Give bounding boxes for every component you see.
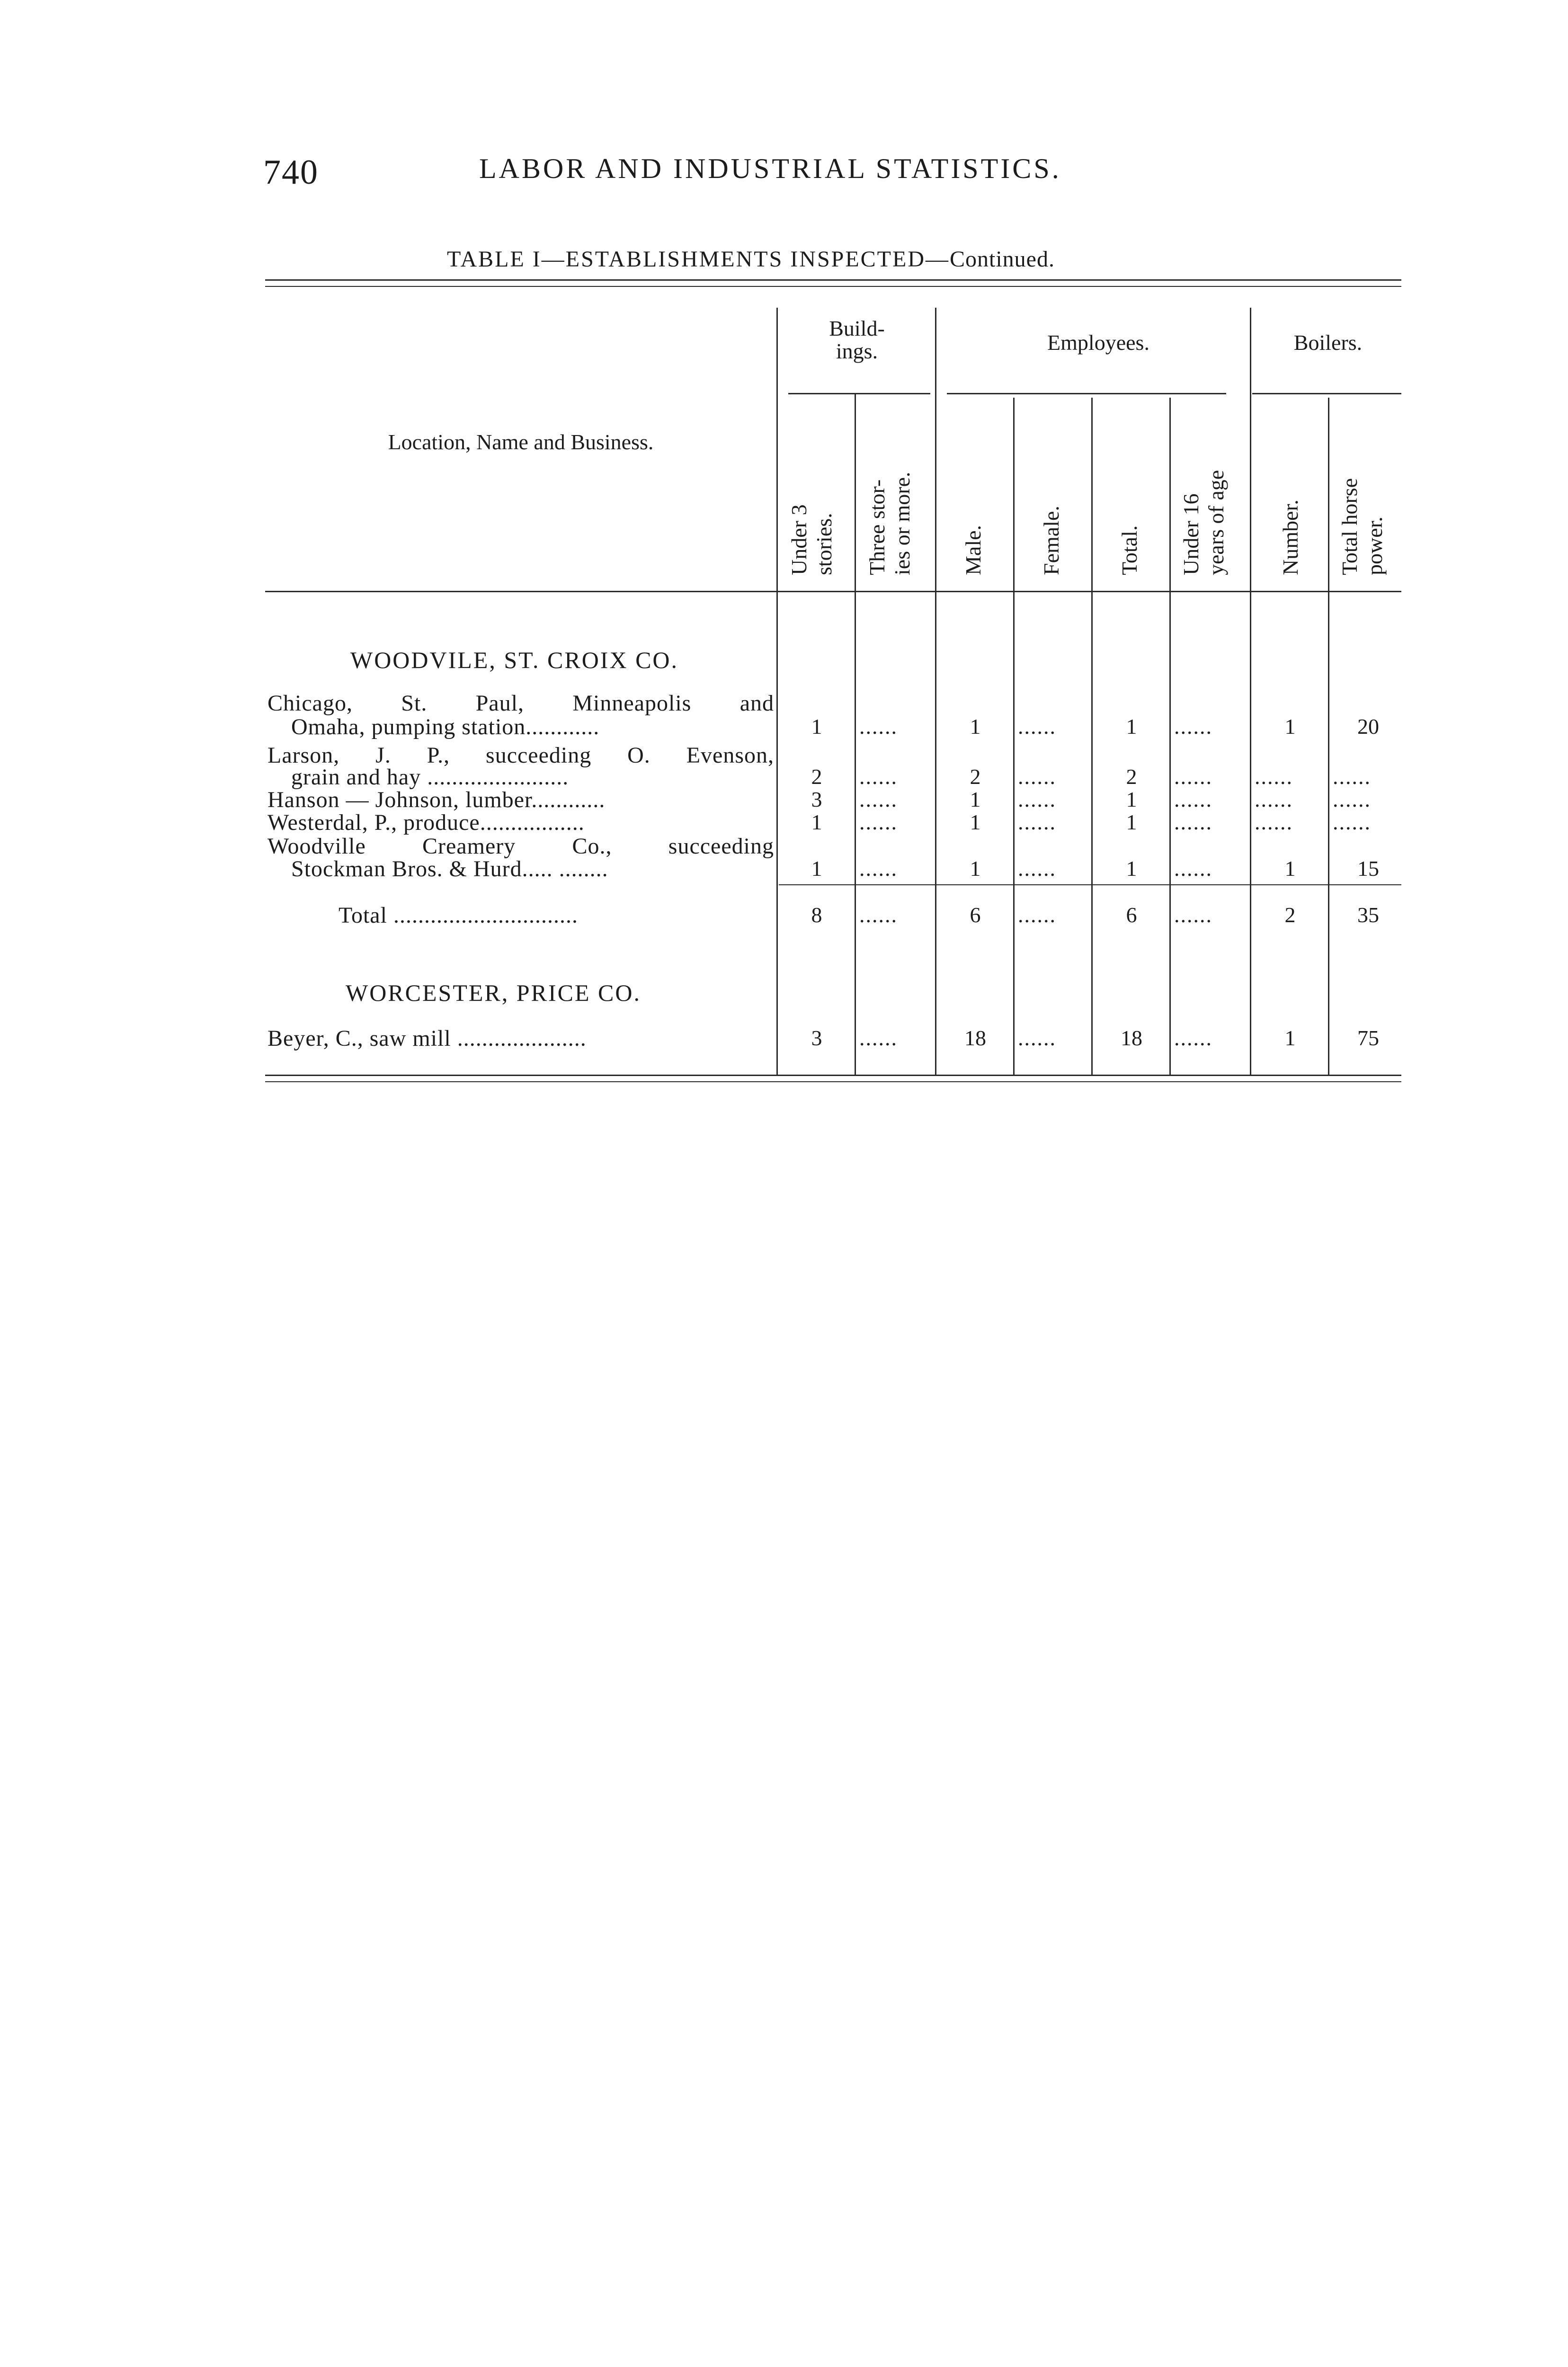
empty-cell-dots: ...... bbox=[1174, 766, 1212, 788]
empty-cell-dots: ...... bbox=[859, 858, 898, 880]
empty-cell-dots: ...... bbox=[1018, 858, 1056, 880]
col-rule-buildings bbox=[935, 308, 936, 1075]
leader-dots: ..................... bbox=[451, 1026, 587, 1051]
leader-dots: .............................. bbox=[387, 903, 578, 928]
cell-boiler-number: 1 bbox=[1284, 856, 1296, 881]
employees-group-header: Employees. bbox=[1047, 330, 1149, 355]
cell-total: 1 bbox=[1126, 856, 1137, 881]
empty-cell-dots: ...... bbox=[1018, 811, 1056, 833]
total-label: Total bbox=[339, 903, 387, 928]
total-row-label bbox=[339, 904, 578, 927]
empty-cell-dots: ...... bbox=[1174, 858, 1212, 880]
total-total: 6 bbox=[1126, 903, 1137, 927]
buildings-group-rule bbox=[788, 393, 930, 394]
empty-cell-dots: ...... bbox=[859, 904, 898, 926]
cell-under-3: 3 bbox=[811, 787, 822, 811]
row-name-cont bbox=[291, 716, 599, 739]
cell-total: 2 bbox=[1126, 765, 1137, 789]
page-number: 740 bbox=[263, 153, 319, 192]
leader-dots: ....................... bbox=[421, 765, 569, 790]
total-boiler-number: 2 bbox=[1284, 903, 1296, 927]
cell-male: 1 bbox=[970, 810, 981, 834]
empty-cell-dots: ...... bbox=[1333, 766, 1371, 788]
row-name-text: Westerdal, P., produce bbox=[267, 810, 480, 835]
col-rule-total bbox=[1169, 398, 1171, 1075]
row-name-text: Stockman Bros. & Hurd bbox=[291, 856, 522, 881]
col-header-horse-power: Total horse power. bbox=[1337, 478, 1387, 575]
header-bottom-rule bbox=[265, 591, 1401, 592]
row-name-text: Omaha, pumping station bbox=[291, 714, 526, 739]
row-name-cont bbox=[291, 766, 569, 789]
col-rule-female bbox=[1091, 398, 1093, 1075]
cell-under-3: 1 bbox=[811, 856, 822, 881]
cell-male: 1 bbox=[970, 787, 981, 811]
empty-cell-dots: ...... bbox=[1174, 789, 1212, 810]
leader-dots: ............ bbox=[526, 714, 600, 739]
col-rule-number bbox=[1328, 398, 1329, 1075]
col-header-total: Total. bbox=[1117, 525, 1141, 575]
cell-under-3: 1 bbox=[811, 810, 822, 834]
col-rule-stub bbox=[776, 308, 778, 1075]
row-name: Chicago, St. Paul, Minneapolis and bbox=[267, 691, 774, 716]
col-header-under-3: Under 3 stories. bbox=[787, 504, 836, 575]
empty-cell-dots: ...... bbox=[859, 1027, 898, 1049]
empty-cell-dots: ...... bbox=[1333, 789, 1371, 810]
section-heading: WORCESTER, PRICE CO. bbox=[346, 979, 641, 1006]
row-name: Woodville Creamery Co., succeeding bbox=[267, 834, 774, 859]
row-name-text: Beyer, C., saw mill bbox=[267, 1026, 451, 1051]
top-rule-2 bbox=[265, 286, 1401, 287]
cell-total: 1 bbox=[1126, 714, 1137, 739]
top-rule bbox=[265, 279, 1401, 281]
col-rule-under3 bbox=[855, 393, 856, 1075]
col-header-number: Number. bbox=[1278, 499, 1302, 575]
boilers-group-header: Boilers. bbox=[1293, 330, 1363, 355]
table-title-continued: Continued. bbox=[949, 247, 1055, 272]
row-name-text: Hanson — Johnson, lumber bbox=[267, 787, 532, 812]
cell-under-3: 1 bbox=[811, 714, 822, 739]
col-rule-employees bbox=[1250, 308, 1251, 1075]
leader-dots: ..... ........ bbox=[522, 856, 608, 881]
row-name bbox=[267, 811, 585, 834]
empty-cell-dots: ...... bbox=[1174, 1027, 1212, 1049]
cell-horse-power: 15 bbox=[1357, 856, 1379, 881]
leader-dots: ............ bbox=[531, 787, 606, 812]
cell-male: 1 bbox=[970, 856, 981, 881]
empty-cell-dots: ...... bbox=[1018, 904, 1056, 926]
bottom-rule bbox=[265, 1075, 1401, 1076]
empty-cell-dots: ...... bbox=[1018, 789, 1056, 810]
total-rule bbox=[779, 884, 1401, 885]
empty-cell-dots: ...... bbox=[1174, 716, 1212, 738]
empty-cell-dots: ...... bbox=[1255, 789, 1293, 810]
row-name bbox=[267, 1027, 587, 1050]
section-heading: WOODVILE, ST. CROIX CO. bbox=[350, 647, 679, 673]
empty-cell-dots: ...... bbox=[859, 789, 898, 810]
cell-horse-power: 75 bbox=[1357, 1026, 1379, 1050]
boilers-group-rule bbox=[1252, 393, 1401, 394]
total-male: 6 bbox=[970, 903, 981, 927]
table-title-main: TABLE I—ESTABLISHMENTS INSPECTED— bbox=[447, 247, 950, 272]
empty-cell-dots: ...... bbox=[859, 766, 898, 788]
empty-cell-dots: ...... bbox=[1018, 1027, 1056, 1049]
cell-horse-power: 20 bbox=[1357, 714, 1379, 739]
buildings-group-header: Build- ings. bbox=[829, 316, 885, 364]
leader-dots: ................. bbox=[480, 810, 585, 835]
row-name bbox=[267, 789, 605, 811]
row-name-text: grain and hay bbox=[291, 765, 421, 790]
empty-cell-dots: ...... bbox=[1255, 811, 1293, 833]
col-rule-male bbox=[1013, 398, 1015, 1075]
cell-total: 18 bbox=[1121, 1026, 1142, 1050]
cell-male: 2 bbox=[970, 765, 981, 789]
bottom-rule-2 bbox=[265, 1081, 1401, 1082]
col-header-female: Female. bbox=[1039, 506, 1063, 575]
cell-boiler-number: 1 bbox=[1284, 714, 1296, 739]
cell-total: 1 bbox=[1126, 787, 1137, 811]
cell-total: 1 bbox=[1126, 810, 1137, 834]
empty-cell-dots: ...... bbox=[1333, 811, 1371, 833]
stub-header: Location, Name and Business. bbox=[388, 430, 654, 454]
table-title bbox=[447, 246, 1055, 272]
row-name: Larson, J. P., succeeding O. Evenson, bbox=[267, 743, 774, 768]
row-name-cont bbox=[291, 858, 608, 881]
cell-boiler-number: 1 bbox=[1284, 1026, 1296, 1050]
empty-cell-dots: ...... bbox=[1018, 716, 1056, 738]
col-header-male: Male. bbox=[961, 525, 985, 575]
empty-cell-dots: ...... bbox=[1255, 766, 1293, 788]
running-head: LABOR AND INDUSTRIAL STATISTICS. bbox=[479, 153, 1061, 184]
cell-under-3: 2 bbox=[811, 765, 822, 789]
empty-cell-dots: ...... bbox=[1174, 904, 1212, 926]
cell-male: 18 bbox=[964, 1026, 986, 1050]
empty-cell-dots: ...... bbox=[859, 811, 898, 833]
empty-cell-dots: ...... bbox=[1018, 766, 1056, 788]
cell-male: 1 bbox=[970, 714, 981, 739]
total-horse-power: 35 bbox=[1357, 903, 1379, 927]
cell-under-3: 3 bbox=[811, 1026, 822, 1050]
col-header-under-16: Under 16 years of age bbox=[1179, 470, 1228, 575]
empty-cell-dots: ...... bbox=[859, 716, 898, 738]
total-under-3: 8 bbox=[811, 903, 822, 927]
col-header-three-or-more: Three stor- ies or more. bbox=[865, 472, 914, 575]
empty-cell-dots: ...... bbox=[1174, 811, 1212, 833]
